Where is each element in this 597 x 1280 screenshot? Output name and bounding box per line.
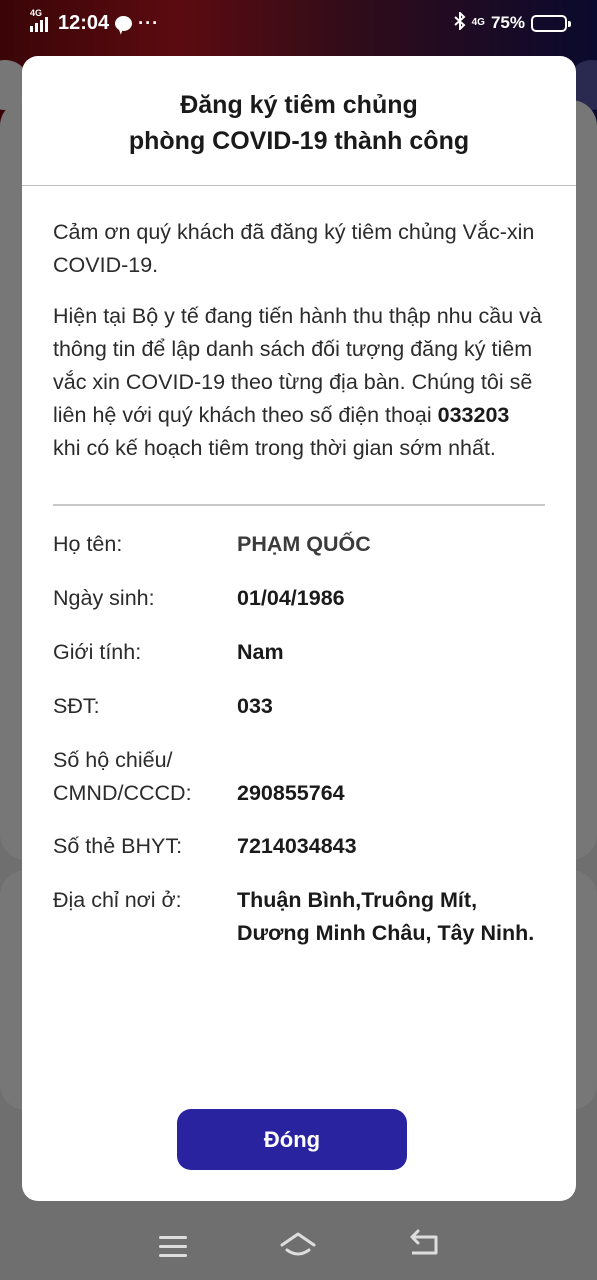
name-label: Họ tên: (53, 531, 123, 556)
insurance-value: 7214034843 (237, 833, 357, 858)
back-icon[interactable] (404, 1225, 444, 1265)
info-row-address (53, 884, 545, 950)
home-icon[interactable] (278, 1225, 318, 1265)
dob-label: Ngày sinh: (53, 585, 155, 610)
divider (53, 504, 545, 506)
info-row-gender (53, 636, 545, 670)
id-label: Số hộ chiếu/ CMND/CCCD: (53, 747, 192, 805)
phone-number: 033203 (437, 403, 510, 427)
registrant-info (53, 528, 545, 950)
battery-percent: 75% (490, 13, 525, 32)
status-bar (0, 0, 597, 46)
dob-value: 01/04/1986 (237, 585, 345, 610)
gender-label: Giới tính: (53, 639, 142, 664)
phone-label: SĐT: (53, 693, 100, 718)
info-row-phone (53, 690, 545, 724)
registration-success-dialog (22, 56, 576, 1201)
status-right (454, 12, 567, 35)
bluetooth-icon (454, 12, 466, 35)
address-value: Thuận Bình,Truông Mít, Dương Minh Châu, Tây Ninh. (237, 887, 535, 945)
overflow-icon: ··· (138, 12, 160, 33)
info-row-name (53, 528, 545, 562)
thank-you-text: Cảm ơn quý khách đã đăng ký tiêm chủng Vắc-xin COVID-19. (53, 220, 535, 277)
message-icon (115, 16, 132, 31)
clock: 12:04 (58, 11, 110, 34)
gender-value: Nam (237, 639, 284, 664)
info-row-insurance (53, 830, 545, 864)
info-text: Hiện tại Bộ y tế đang tiến hành thu thập nhu cầu và thông tin để lập danh sách đối tượng đăng ký tiêm vắc xin COVID-19 theo từng địa bàn. Chúng tôi sẽ liên hệ với quý khách theo số điện thoại 033203 khi có kế hoạch tiêm trong thời gian sớm nhất. (53, 304, 542, 460)
id-value: 290855764 (237, 780, 345, 805)
system-nav-bar (0, 1210, 597, 1280)
dialog-header (22, 56, 576, 186)
name-value: PHẠM QUỐC (237, 531, 371, 556)
status-left (30, 8, 160, 35)
dialog-body (22, 186, 576, 950)
dialog-title: Đăng ký tiêm chủng phòng COVID-19 thành công (128, 90, 470, 155)
network-type: 4G (30, 8, 43, 18)
info-row-id (53, 744, 545, 810)
close-button[interactable]: Đóng (177, 1109, 407, 1170)
battery-icon (531, 15, 567, 32)
info-row-dob (53, 582, 545, 616)
network-type-right: 4G (471, 17, 485, 28)
address-label: Địa chỉ nơi ở: (53, 887, 182, 912)
signal-icon (30, 8, 48, 32)
insurance-label: Số thẻ BHYT: (53, 833, 183, 858)
redaction (509, 406, 539, 426)
phone-value: 033 (237, 693, 273, 718)
menu-icon[interactable] (153, 1225, 193, 1265)
